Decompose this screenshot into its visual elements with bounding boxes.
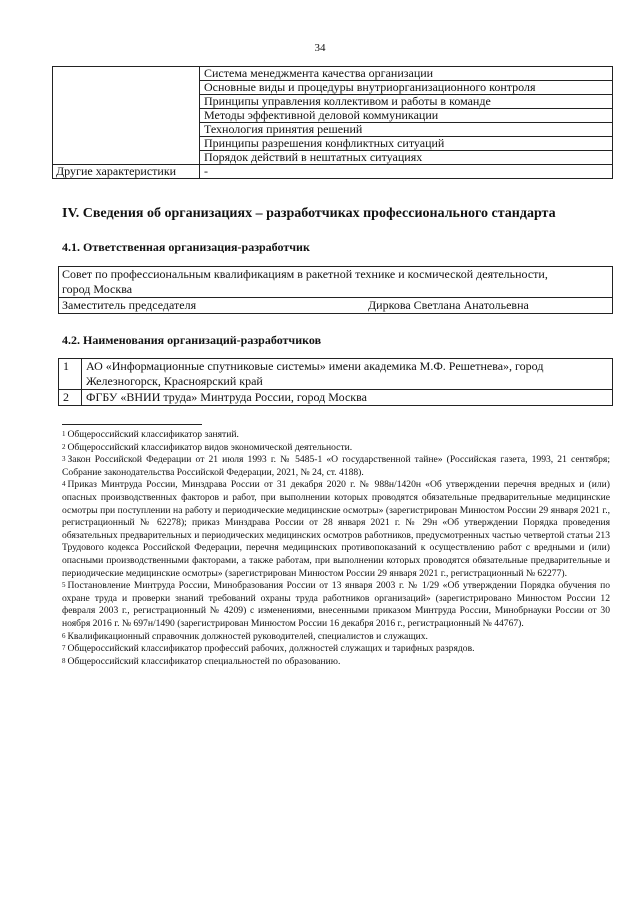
footnote-text: Приказ Минтруда России, Минздрава России от 31 декабря 2020 г. № 988н/1420н «Об утверждении перечня вредных и (или) опасных производственных факторов и работ, при выполнении которых проводятся обязательные предварительные медицинские осмотры при поступлении на работу и периодические медицинские осмотры» (зарегистрирован Минюстом России 29 января 2021 г., регистрационный № 62278); приказ Минздрава России от 28 января 2021 г. № 29н «Об утверждении Порядка проведения обязательных предварительных и периодических медицинских осмотров работников, предусмотренных частью четвертой статьи 213 Трудового кодекса Российской Федерации, перечня медицинских противопоказаний к осуществлению работ с вредными и (или) опасными производственными факторами, а также работам, при выполнении которых проводятся обязательные предварительные и периодические медицинские осмотры» (зарегистрирован Минюстом России 29 января 2021 г., регистрационный № 62277). (62, 479, 610, 579)
table-row (59, 267, 613, 298)
footnote-number: 1 (62, 430, 66, 438)
row-number: 1 (59, 359, 82, 390)
table-row (59, 359, 613, 390)
table-cell: Основные виды и процедуры внутриорганизационного контроля (200, 81, 613, 95)
footnote (62, 643, 610, 656)
developer-org-line-2: Железногорск, Красноярский край (86, 374, 263, 388)
developer-org-name (82, 359, 613, 390)
footnote-text: Общероссийский классификатор видов экономической деятельности. (67, 441, 353, 453)
footnote-number: 8 (62, 656, 66, 665)
page-number: 34 (314, 42, 326, 54)
footnote-number: 7 (62, 644, 66, 653)
footnote-divider (62, 424, 202, 425)
table-row (53, 67, 613, 81)
other-characteristics-value: - (200, 165, 613, 179)
developer-org-line-1: ФГБУ «ВНИИ труда» Минтруда России, город Москва (86, 390, 367, 404)
org-name-line-2: город Москва (62, 282, 133, 296)
footnote-text: Общероссийский классификатор занятий. (67, 429, 239, 440)
footnote-text: Закон Российской Федерации от 21 июля 1993 г. № 5485-1 «О государственной тайне» (Российская газета, 1993, 21 сентября; Собрание законодательства Российской Федерации, 2021, № 24, ст. 4188). (62, 454, 610, 478)
table-cell: Принципы разрешения конфликтных ситуаций (200, 137, 613, 151)
footnote-number: 3 (62, 455, 66, 464)
footnote (62, 656, 610, 669)
footnote-number: 4 (62, 480, 66, 489)
responsible-person-name: Диркова Светлана Анатольевна (368, 298, 529, 312)
responsible-position: Заместитель председателя (62, 298, 197, 312)
footnote-number: 2 (62, 442, 66, 451)
developer-org-name (82, 390, 613, 406)
table-cell: Принципы управления коллективом и работы в команде (200, 95, 613, 109)
developer-orgs-heading: 4.2. Наименования организаций-разработчиков (62, 333, 322, 347)
table-row (53, 165, 613, 179)
characteristics-table (52, 66, 613, 179)
footnote-text: Общероссийский классификатор специальностей по образованию. (67, 655, 341, 667)
org-name-line-1: Совет по профессиональным квалификациям в ракетной технике и космической деятельности, (62, 267, 548, 281)
footnotes (62, 429, 610, 668)
developer-org-line-1: АО «Информационные спутниковые системы» имени академика М.Ф. Решетнева», город (86, 359, 544, 373)
footnote-number: 5 (62, 581, 66, 590)
footnote (62, 429, 610, 442)
responsible-person-cell (59, 298, 613, 314)
section-title: IV. Сведения об организациях – разработчиках профессионального стандарта (62, 206, 556, 221)
footnote (62, 580, 610, 630)
table-cell: Порядок действий в нештатных ситуациях (200, 151, 613, 165)
footnote (62, 631, 610, 644)
responsible-org-heading: 4.1. Ответственная организация-разработчик (62, 240, 310, 254)
row-number: 2 (59, 390, 82, 406)
table-row (59, 298, 613, 314)
table-cell: Методы эффективной деловой коммуникации (200, 109, 613, 123)
footnote-text: Постановление Минтруда России, Минобразования России от 13 января 2003 г. № 1/29 «Об утверждении Порядка обучения по охране труда и проверки знаний требований охраны труда работников организаций» (зарегистрировано Минюстом России 12 февраля 2003 г., регистрационный № 4209) с изменениями, внесенными приказом Минтруда России, Минобрнауки России от 30 ноября 2016 г. № 697н/1490 (зарегистрирован Минюстом России 16 декабря 2016 г., регистрационный № 44767). (62, 580, 610, 629)
table-cell: Технология принятия решений (200, 123, 613, 137)
footnote-text: Квалификационный справочник должностей руководителей, специалистов и служащих. (67, 630, 428, 642)
footnote (62, 479, 610, 580)
table-cell: Система менеджмента качества организации (200, 67, 613, 81)
table-row (59, 390, 613, 406)
responsible-org-table (58, 266, 613, 314)
footnote-number: 6 (62, 631, 66, 640)
other-characteristics-label: Другие характеристики (53, 165, 200, 179)
footnote (62, 442, 610, 455)
footnote-text: Общероссийский классификатор профессий рабочих, должностей служащих и тарифных разрядов. (67, 643, 475, 655)
responsible-org-name (59, 267, 613, 298)
developer-orgs-table (58, 358, 613, 406)
footnote (62, 454, 610, 479)
table-cell-empty (53, 67, 200, 165)
